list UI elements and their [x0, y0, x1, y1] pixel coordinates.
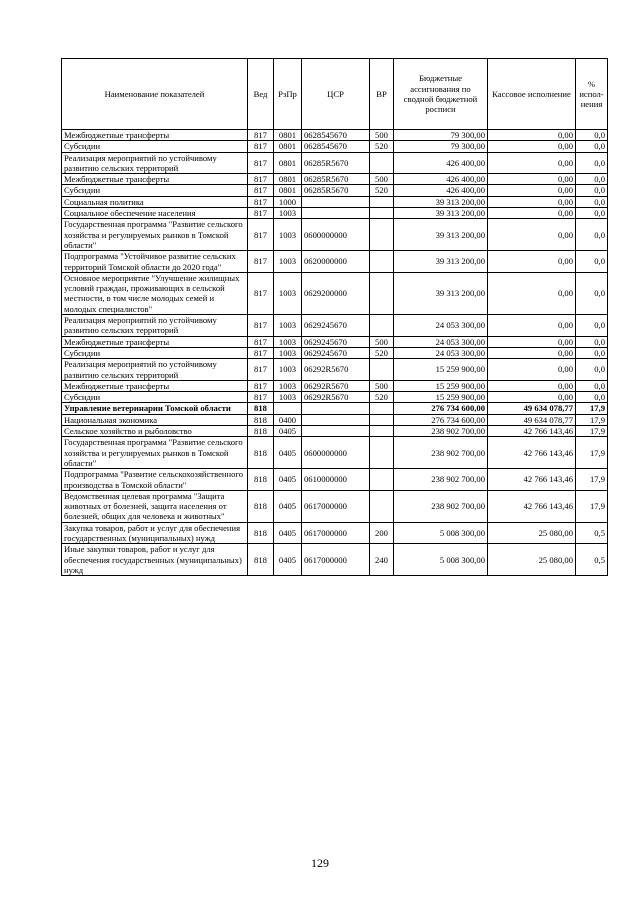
table-row [62, 130, 608, 141]
row-budget: 79 300,00 [394, 130, 488, 141]
header-budget: Бюджетные ассигнования по сводной бюджетной росписи [394, 59, 488, 130]
row-pct: 17,9 [576, 469, 608, 491]
row-vr [370, 437, 394, 469]
budget-report-table-container [61, 58, 607, 576]
row-pct: 17,9 [576, 437, 608, 469]
row-kassa: 0,00 [488, 185, 576, 196]
row-vr [370, 469, 394, 491]
row-budget: 15 259 900,00 [394, 380, 488, 391]
table-row [62, 185, 608, 196]
row-csr: 0628545670 [302, 141, 370, 152]
row-name: Субсидии [62, 392, 248, 403]
header-rzpr: РзПр [274, 59, 302, 130]
row-rzpr [274, 403, 302, 414]
row-csr: 0617000000 [302, 544, 370, 576]
row-csr: 0617000000 [302, 490, 370, 522]
row-rzpr: 0405 [274, 490, 302, 522]
row-budget: 39 313 200,00 [394, 208, 488, 219]
row-vr: 520 [370, 141, 394, 152]
row-budget: 5 008 300,00 [394, 522, 488, 544]
row-rzpr: 0801 [274, 141, 302, 152]
row-name: Закупка товаров, работ и услуг для обеспечения государственных (муниципальных) нужд [62, 522, 248, 544]
row-budget: 238 902 700,00 [394, 426, 488, 437]
row-csr: 0600000000 [302, 219, 370, 251]
row-kassa: 0,00 [488, 392, 576, 403]
row-pct: 0,0 [576, 130, 608, 141]
row-ved: 818 [248, 544, 274, 576]
table-row [62, 152, 608, 174]
row-budget: 24 053 300,00 [394, 336, 488, 347]
row-budget: 15 259 900,00 [394, 359, 488, 381]
row-pct: 0,0 [576, 380, 608, 391]
row-ved: 817 [248, 208, 274, 219]
row-name: Национальная экономика [62, 414, 248, 425]
row-ved: 817 [248, 359, 274, 381]
table-row [62, 490, 608, 522]
row-kassa: 0,00 [488, 272, 576, 314]
row-csr: 06285R5670 [302, 185, 370, 196]
row-kassa: 0,00 [488, 380, 576, 391]
row-csr: 0629245670 [302, 336, 370, 347]
table-row [62, 469, 608, 491]
row-ved: 817 [248, 141, 274, 152]
table-header-row [62, 59, 608, 130]
row-vr: 520 [370, 185, 394, 196]
row-budget: 39 313 200,00 [394, 272, 488, 314]
row-name: Субсидии [62, 141, 248, 152]
row-name: Подпрограмма "Развитие сельскохозяйственного производства в Томской области" [62, 469, 248, 491]
row-budget: 5 008 300,00 [394, 544, 488, 576]
row-pct: 0,0 [576, 359, 608, 381]
table-row [62, 359, 608, 381]
row-vr [370, 403, 394, 414]
row-vr [370, 315, 394, 337]
row-csr: 06292R5670 [302, 392, 370, 403]
row-pct: 0,0 [576, 392, 608, 403]
table-row [62, 437, 608, 469]
row-name: Субсидии [62, 185, 248, 196]
row-csr: 0600000000 [302, 437, 370, 469]
row-rzpr: 1003 [274, 251, 302, 273]
row-name: Субсидии [62, 347, 248, 358]
row-rzpr: 0801 [274, 174, 302, 185]
row-budget: 39 313 200,00 [394, 219, 488, 251]
table-row [62, 403, 608, 414]
row-rzpr: 0405 [274, 469, 302, 491]
header-ved: Вед [248, 59, 274, 130]
row-ved: 817 [248, 336, 274, 347]
row-csr: 0617000000 [302, 522, 370, 544]
row-budget: 39 313 200,00 [394, 196, 488, 207]
row-rzpr: 1003 [274, 359, 302, 381]
row-pct: 0,0 [576, 185, 608, 196]
row-pct: 17,9 [576, 426, 608, 437]
row-pct: 0,0 [576, 336, 608, 347]
header-name: Наименование показателей [62, 59, 248, 130]
table-row [62, 336, 608, 347]
row-ved: 817 [248, 315, 274, 337]
row-rzpr: 0405 [274, 437, 302, 469]
row-name: Социальная политика [62, 196, 248, 207]
row-csr: 06292R5670 [302, 359, 370, 381]
row-csr [302, 196, 370, 207]
row-csr: 0610000000 [302, 469, 370, 491]
row-budget: 39 313 200,00 [394, 251, 488, 273]
row-name: Реализация мероприятий по устойчивому развитию сельских территорий [62, 152, 248, 174]
row-ved: 817 [248, 380, 274, 391]
row-pct: 17,9 [576, 490, 608, 522]
row-ved: 817 [248, 347, 274, 358]
page-number: 129 [311, 856, 329, 870]
table-row [62, 208, 608, 219]
row-csr: 0629200000 [302, 272, 370, 314]
row-pct: 0,0 [576, 272, 608, 314]
row-rzpr: 1003 [274, 380, 302, 391]
row-ved: 817 [248, 196, 274, 207]
table-row [62, 347, 608, 358]
row-name: Межбюджетные трансферты [62, 336, 248, 347]
row-name: Государственная программа "Развитие сельского хозяйства и регулируемых рынков в Томской области" [62, 219, 248, 251]
row-vr [370, 152, 394, 174]
row-pct: 0,5 [576, 522, 608, 544]
row-vr: 200 [370, 522, 394, 544]
row-vr: 520 [370, 392, 394, 403]
row-kassa: 0,00 [488, 315, 576, 337]
row-ved: 817 [248, 272, 274, 314]
row-pct: 0,0 [576, 196, 608, 207]
row-vr [370, 208, 394, 219]
row-rzpr: 0405 [274, 522, 302, 544]
row-rzpr: 0400 [274, 414, 302, 425]
row-ved: 817 [248, 174, 274, 185]
row-vr: 500 [370, 336, 394, 347]
row-ved: 817 [248, 251, 274, 273]
row-vr [370, 272, 394, 314]
row-kassa: 42 766 143,46 [488, 437, 576, 469]
row-budget: 238 902 700,00 [394, 490, 488, 522]
row-pct: 17,9 [576, 414, 608, 425]
row-ved: 818 [248, 426, 274, 437]
header-pct: % испол-нения [576, 59, 608, 130]
row-vr [370, 490, 394, 522]
table-row [62, 380, 608, 391]
row-pct: 0,0 [576, 219, 608, 251]
row-csr [302, 414, 370, 425]
row-kassa: 0,00 [488, 219, 576, 251]
row-name: Межбюджетные трансферты [62, 380, 248, 391]
row-pct: 0,0 [576, 174, 608, 185]
row-rzpr: 1003 [274, 347, 302, 358]
table-row [62, 414, 608, 425]
row-rzpr: 0801 [274, 152, 302, 174]
row-kassa: 0,00 [488, 208, 576, 219]
table-row [62, 426, 608, 437]
row-kassa: 0,00 [488, 251, 576, 273]
row-budget: 238 902 700,00 [394, 437, 488, 469]
row-ved: 818 [248, 403, 274, 414]
table-row [62, 392, 608, 403]
row-vr: 500 [370, 380, 394, 391]
table-row [62, 219, 608, 251]
row-budget: 24 053 300,00 [394, 347, 488, 358]
row-rzpr: 1003 [274, 315, 302, 337]
row-vr: 520 [370, 347, 394, 358]
row-vr [370, 219, 394, 251]
header-vr: ВР [370, 59, 394, 130]
row-budget: 24 053 300,00 [394, 315, 488, 337]
row-name: Подпрограмма "Устойчивое развитие сельских территорий Томской области до 2020 года" [62, 251, 248, 273]
table-row [62, 251, 608, 273]
row-kassa: 42 766 143,46 [488, 490, 576, 522]
row-csr: 0628545670 [302, 130, 370, 141]
row-vr: 240 [370, 544, 394, 576]
row-ved: 817 [248, 130, 274, 141]
row-pct: 0,0 [576, 315, 608, 337]
row-pct: 17,9 [576, 403, 608, 414]
row-vr [370, 251, 394, 273]
row-csr: 0629245670 [302, 347, 370, 358]
row-kassa: 0,00 [488, 141, 576, 152]
row-rzpr: 1003 [274, 272, 302, 314]
row-ved: 817 [248, 185, 274, 196]
row-budget: 276 734 600,00 [394, 403, 488, 414]
row-name: Реализация мероприятий по устойчивому развитию сельских территорий [62, 315, 248, 337]
row-name: Межбюджетные трансферты [62, 130, 248, 141]
row-name: Основное мероприятие "Улучшение жилищных условий граждан, проживающих в сельской местности, в том числе молодых семей и молодых специалистов" [62, 272, 248, 314]
row-csr: 0629245670 [302, 315, 370, 337]
row-budget: 276 734 600,00 [394, 414, 488, 425]
row-name: Иные закупки товаров, работ и услуг для обеспечения государственных (муниципальных) нужд [62, 544, 248, 576]
row-ved: 818 [248, 469, 274, 491]
row-csr: 06285R5670 [302, 152, 370, 174]
row-ved: 818 [248, 490, 274, 522]
row-name: Государственная программа "Развитие сельского хозяйства и регулируемых рынков в Томской области" [62, 437, 248, 469]
row-rzpr: 1003 [274, 208, 302, 219]
row-name: Реализация мероприятий по устойчивому развитию сельских территорий [62, 359, 248, 381]
header-kassa: Кассовое исполнение [488, 59, 576, 130]
row-vr [370, 426, 394, 437]
row-csr: 06285R5670 [302, 174, 370, 185]
table-row [62, 272, 608, 314]
row-ved: 818 [248, 414, 274, 425]
table-body [62, 130, 608, 576]
row-pct: 0,0 [576, 251, 608, 273]
header-csr: ЦСР [302, 59, 370, 130]
row-kassa: 0,00 [488, 336, 576, 347]
row-rzpr: 1003 [274, 336, 302, 347]
row-rzpr: 0405 [274, 426, 302, 437]
row-name: Межбюджетные трансферты [62, 174, 248, 185]
table-row [62, 315, 608, 337]
row-kassa: 49 634 078,77 [488, 403, 576, 414]
row-name: Ведомственная целевая программа "Защита животных от болезней, защита населения от болезней, общих для человека и животных" [62, 490, 248, 522]
row-budget: 79 300,00 [394, 141, 488, 152]
row-ved: 818 [248, 522, 274, 544]
table-row [62, 174, 608, 185]
row-budget: 426 400,00 [394, 152, 488, 174]
row-vr [370, 359, 394, 381]
row-rzpr: 0405 [274, 544, 302, 576]
row-kassa: 25 080,00 [488, 544, 576, 576]
row-pct: 0,5 [576, 544, 608, 576]
row-kassa: 0,00 [488, 174, 576, 185]
row-budget: 426 400,00 [394, 185, 488, 196]
table-row [62, 141, 608, 152]
row-name: Сельское хозяйство и рыболовство [62, 426, 248, 437]
row-rzpr: 0801 [274, 185, 302, 196]
budget-report-table [61, 58, 608, 576]
row-budget: 15 259 900,00 [394, 392, 488, 403]
row-ved: 817 [248, 392, 274, 403]
row-kassa: 0,00 [488, 347, 576, 358]
row-pct: 0,0 [576, 208, 608, 219]
row-name: Управление ветеринарии Томской области [62, 403, 248, 414]
row-rzpr: 1000 [274, 196, 302, 207]
row-csr: 0620000000 [302, 251, 370, 273]
row-kassa: 42 766 143,46 [488, 426, 576, 437]
row-csr [302, 208, 370, 219]
row-kassa: 25 080,00 [488, 522, 576, 544]
row-rzpr: 0801 [274, 130, 302, 141]
row-ved: 817 [248, 219, 274, 251]
table-row [62, 544, 608, 576]
row-budget: 426 400,00 [394, 174, 488, 185]
row-csr [302, 426, 370, 437]
row-vr [370, 414, 394, 425]
row-pct: 0,0 [576, 347, 608, 358]
row-vr: 500 [370, 174, 394, 185]
row-vr: 500 [370, 130, 394, 141]
row-vr [370, 196, 394, 207]
row-csr [302, 403, 370, 414]
row-ved: 817 [248, 152, 274, 174]
row-kassa: 0,00 [488, 130, 576, 141]
row-kassa: 0,00 [488, 196, 576, 207]
row-kassa: 0,00 [488, 359, 576, 381]
row-kassa: 42 766 143,46 [488, 469, 576, 491]
row-kassa: 0,00 [488, 152, 576, 174]
row-csr: 06292R5670 [302, 380, 370, 391]
row-rzpr: 1003 [274, 392, 302, 403]
row-kassa: 49 634 078,77 [488, 414, 576, 425]
row-name: Социальное обеспечение населения [62, 208, 248, 219]
row-pct: 0,0 [576, 152, 608, 174]
row-ved: 818 [248, 437, 274, 469]
table-row [62, 196, 608, 207]
row-rzpr: 1003 [274, 219, 302, 251]
row-budget: 238 902 700,00 [394, 469, 488, 491]
table-row [62, 522, 608, 544]
row-pct: 0,0 [576, 141, 608, 152]
